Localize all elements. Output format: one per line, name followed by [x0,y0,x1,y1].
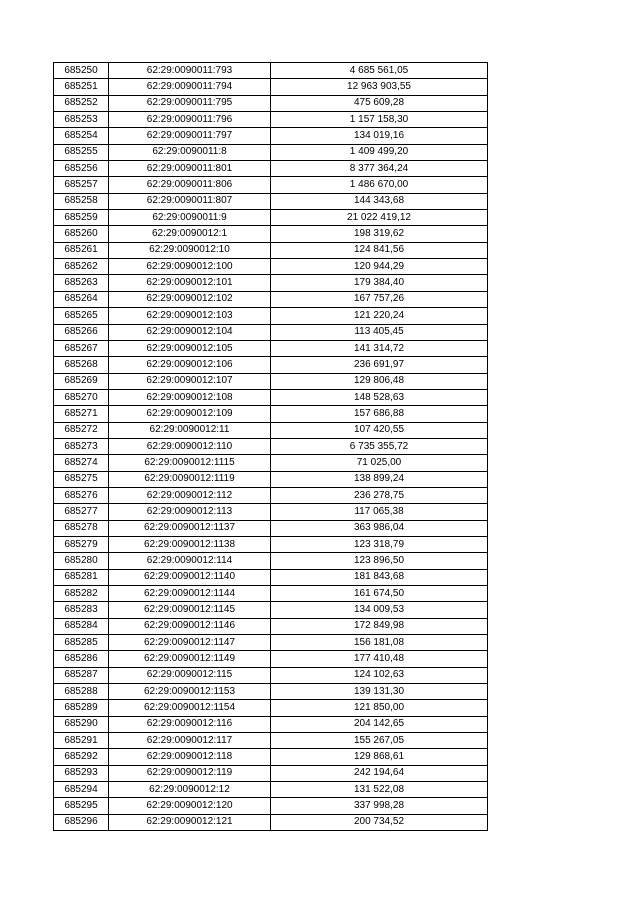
row-number-cell: 685254 [54,128,109,144]
cadastral-number-cell: 62:29:0090012:119 [109,765,271,781]
cadastral-number-cell: 62:29:0090012:1140 [109,569,271,585]
cadastral-value-cell: 129 868,61 [271,749,488,765]
table-row [54,536,488,552]
cadastral-number-cell: 62:29:0090012:102 [109,291,271,307]
table-row [54,275,488,291]
cadastral-value-cell: 161 674,50 [271,586,488,602]
cadastral-number-cell: 62:29:0090012:1154 [109,700,271,716]
row-number-cell: 685265 [54,308,109,324]
cadastral-number-cell: 62:29:0090012:104 [109,324,271,340]
table-row [54,520,488,536]
row-number-cell: 685293 [54,765,109,781]
table-row [54,569,488,585]
table-row [54,586,488,602]
cadastral-value-cell: 6 735 355,72 [271,438,488,454]
row-number-cell: 685277 [54,504,109,520]
table-row [54,389,488,405]
table-row [54,504,488,520]
cadastral-number-cell: 62:29:0090011:8 [109,144,271,160]
table-row [54,716,488,732]
table-row [54,487,488,503]
cadastral-number-cell: 62:29:0090012:112 [109,487,271,503]
table-body [54,63,488,831]
cadastral-value-cell: 138 899,24 [271,471,488,487]
cadastral-number-cell: 62:29:0090012:120 [109,798,271,814]
row-number-cell: 685282 [54,586,109,602]
row-number-cell: 685289 [54,700,109,716]
cadastral-number-cell: 62:29:0090011:9 [109,210,271,226]
row-number-cell: 685296 [54,814,109,830]
cadastral-value-cell: 242 194,64 [271,765,488,781]
row-number-cell: 685271 [54,406,109,422]
table-row [54,324,488,340]
table-row [54,357,488,373]
table-row [54,144,488,160]
table-row [54,193,488,209]
row-number-cell: 685283 [54,602,109,618]
cadastral-value-cell: 134 009,53 [271,602,488,618]
cadastral-value-cell: 144 343,68 [271,193,488,209]
cadastral-value-cell: 167 757,26 [271,291,488,307]
cadastral-number-cell: 62:29:0090012:116 [109,716,271,732]
row-number-cell: 685285 [54,635,109,651]
cadastral-value-cell: 121 850,00 [271,700,488,716]
cadastral-number-cell: 62:29:0090012:113 [109,504,271,520]
cadastral-number-cell: 62:29:0090012:121 [109,814,271,830]
cadastral-number-cell: 62:29:0090012:1146 [109,618,271,634]
cadastral-number-cell: 62:29:0090011:801 [109,161,271,177]
cadastral-number-cell: 62:29:0090011:807 [109,193,271,209]
cadastral-number-cell: 62:29:0090012:10 [109,242,271,258]
cadastral-number-cell: 62:29:0090012:101 [109,275,271,291]
row-number-cell: 685263 [54,275,109,291]
table-row [54,684,488,700]
cadastral-value-cell: 107 420,55 [271,422,488,438]
row-number-cell: 685292 [54,749,109,765]
row-number-cell: 685251 [54,79,109,95]
cadastral-value-cell: 198 319,62 [271,226,488,242]
cadastral-number-cell: 62:29:0090012:1119 [109,471,271,487]
cadastral-value-cell: 131 522,08 [271,782,488,798]
table-row [54,373,488,389]
table-row [54,651,488,667]
cadastral-number-cell: 62:29:0090012:12 [109,782,271,798]
cadastral-value-cell: 117 065,38 [271,504,488,520]
cadastral-number-cell: 62:29:0090011:796 [109,112,271,128]
table-row [54,733,488,749]
cadastral-value-cell: 139 131,30 [271,684,488,700]
table-row [54,177,488,193]
cadastral-number-cell: 62:29:0090012:1115 [109,455,271,471]
cadastral-number-cell: 62:29:0090012:1137 [109,520,271,536]
table-row [54,259,488,275]
cadastral-value-cell: 21 022 419,12 [271,210,488,226]
cadastral-value-cell: 1 157 158,30 [271,112,488,128]
row-number-cell: 685291 [54,733,109,749]
cadastral-number-cell: 62:29:0090012:105 [109,340,271,356]
row-number-cell: 685256 [54,161,109,177]
cadastral-number-cell: 62:29:0090012:109 [109,406,271,422]
table-row [54,63,488,79]
table-row [54,553,488,569]
row-number-cell: 685273 [54,438,109,454]
row-number-cell: 685294 [54,782,109,798]
table-row [54,128,488,144]
row-number-cell: 685275 [54,471,109,487]
cadastral-value-cell: 200 734,52 [271,814,488,830]
cadastral-value-cell: 236 278,75 [271,487,488,503]
cadastral-value-cell: 71 025,00 [271,455,488,471]
row-number-cell: 685274 [54,455,109,471]
row-number-cell: 685253 [54,112,109,128]
cadastral-value-cell: 1 409 499,20 [271,144,488,160]
cadastral-value-cell: 123 896,50 [271,553,488,569]
cadastral-number-cell: 62:29:0090012:1 [109,226,271,242]
row-number-cell: 685281 [54,569,109,585]
row-number-cell: 685264 [54,291,109,307]
table-row [54,798,488,814]
row-number-cell: 685295 [54,798,109,814]
row-number-cell: 685272 [54,422,109,438]
cadastral-number-cell: 62:29:0090012:108 [109,389,271,405]
table-row [54,161,488,177]
table-row [54,700,488,716]
table-row [54,308,488,324]
cadastral-number-cell: 62:29:0090012:110 [109,438,271,454]
cadastral-number-cell: 62:29:0090012:115 [109,667,271,683]
cadastral-number-cell: 62:29:0090012:1145 [109,602,271,618]
cadastral-number-cell: 62:29:0090012:103 [109,308,271,324]
table-row [54,242,488,258]
cadastral-value-table [53,62,488,831]
table-row [54,210,488,226]
cadastral-value-cell: 134 019,16 [271,128,488,144]
row-number-cell: 685266 [54,324,109,340]
row-number-cell: 685284 [54,618,109,634]
table-row [54,635,488,651]
row-number-cell: 685280 [54,553,109,569]
cadastral-number-cell: 62:29:0090012:118 [109,749,271,765]
cadastral-value-cell: 155 267,05 [271,733,488,749]
row-number-cell: 685278 [54,520,109,536]
cadastral-number-cell: 62:29:0090012:1149 [109,651,271,667]
table-row [54,79,488,95]
table-row [54,765,488,781]
cadastral-value-cell: 475 609,28 [271,95,488,111]
table-row [54,749,488,765]
cadastral-value-cell: 113 405,45 [271,324,488,340]
cadastral-number-cell: 62:29:0090012:1144 [109,586,271,602]
cadastral-number-cell: 62:29:0090012:114 [109,553,271,569]
row-number-cell: 685261 [54,242,109,258]
cadastral-value-cell: 148 528,63 [271,389,488,405]
row-number-cell: 685260 [54,226,109,242]
cadastral-number-cell: 62:29:0090012:106 [109,357,271,373]
cadastral-number-cell: 62:29:0090012:100 [109,259,271,275]
table-row [54,438,488,454]
row-number-cell: 685288 [54,684,109,700]
cadastral-number-cell: 62:29:0090011:806 [109,177,271,193]
table-row [54,455,488,471]
row-number-cell: 685252 [54,95,109,111]
cadastral-number-cell: 62:29:0090012:1147 [109,635,271,651]
cadastral-value-cell: 157 686,88 [271,406,488,422]
cadastral-value-cell: 12 963 903,55 [271,79,488,95]
cadastral-value-cell: 124 841,56 [271,242,488,258]
table-row [54,406,488,422]
table-row [54,471,488,487]
row-number-cell: 685267 [54,340,109,356]
cadastral-number-cell: 62:29:0090011:795 [109,95,271,111]
row-number-cell: 685276 [54,487,109,503]
table-row [54,602,488,618]
row-number-cell: 685255 [54,144,109,160]
cadastral-value-cell: 363 986,04 [271,520,488,536]
cadastral-value-cell: 337 998,28 [271,798,488,814]
cadastral-value-cell: 1 486 670,00 [271,177,488,193]
table-row [54,814,488,830]
cadastral-number-cell: 62:29:0090012:1138 [109,536,271,552]
row-number-cell: 685258 [54,193,109,209]
cadastral-value-cell: 141 314,72 [271,340,488,356]
cadastral-value-cell: 181 843,68 [271,569,488,585]
cadastral-value-cell: 120 944,29 [271,259,488,275]
table-row [54,618,488,634]
cadastral-value-cell: 124 102,63 [271,667,488,683]
row-number-cell: 685257 [54,177,109,193]
table-row [54,422,488,438]
cadastral-number-cell: 62:29:0090012:11 [109,422,271,438]
cadastral-value-cell: 177 410,48 [271,651,488,667]
cadastral-number-cell: 62:29:0090011:797 [109,128,271,144]
row-number-cell: 685259 [54,210,109,226]
row-number-cell: 685270 [54,389,109,405]
cadastral-number-cell: 62:29:0090011:794 [109,79,271,95]
cadastral-value-cell: 179 384,40 [271,275,488,291]
row-number-cell: 685279 [54,536,109,552]
table-row [54,667,488,683]
row-number-cell: 685250 [54,63,109,79]
cadastral-value-cell: 4 685 561,05 [271,63,488,79]
cadastral-value-cell: 156 181,08 [271,635,488,651]
cadastral-number-cell: 62:29:0090012:117 [109,733,271,749]
cadastral-value-cell: 129 806,48 [271,373,488,389]
row-number-cell: 685286 [54,651,109,667]
cadastral-value-cell: 123 318,79 [271,536,488,552]
table-row [54,112,488,128]
row-number-cell: 685268 [54,357,109,373]
row-number-cell: 685269 [54,373,109,389]
cadastral-value-cell: 236 691,97 [271,357,488,373]
cadastral-value-cell: 172 849,98 [271,618,488,634]
cadastral-value-cell: 8 377 364,24 [271,161,488,177]
cadastral-value-cell: 121 220,24 [271,308,488,324]
table-row [54,95,488,111]
table-row [54,291,488,307]
table-row [54,782,488,798]
row-number-cell: 685287 [54,667,109,683]
cadastral-number-cell: 62:29:0090012:1153 [109,684,271,700]
row-number-cell: 685290 [54,716,109,732]
cadastral-value-cell: 204 142,65 [271,716,488,732]
cadastral-number-cell: 62:29:0090011:793 [109,63,271,79]
table-row [54,340,488,356]
table-row [54,226,488,242]
row-number-cell: 685262 [54,259,109,275]
cadastral-number-cell: 62:29:0090012:107 [109,373,271,389]
